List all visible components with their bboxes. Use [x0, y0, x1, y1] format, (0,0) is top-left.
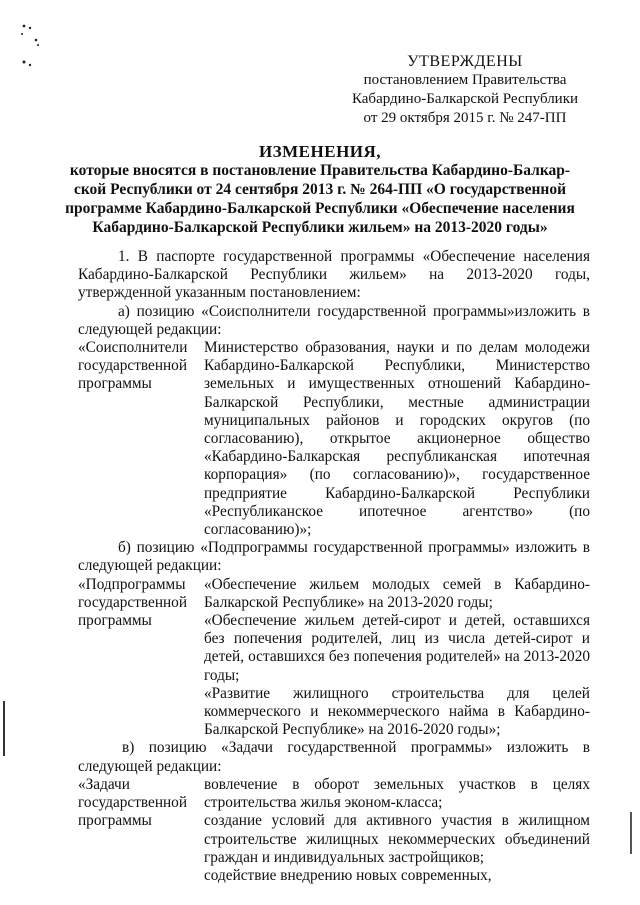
- position-item: «Обеспечение жильем молодых семей в Кабардино-Балкарской Республике» на 2013-2020 годы;: [204, 575, 590, 611]
- item-c: в) позицию «Задачи государственной программы» изложить в следующей редакции:: [78, 739, 590, 775]
- document-title: [60, 142, 580, 237]
- document-body: [78, 248, 590, 885]
- scan-specks: [18, 22, 48, 82]
- position-item: создание условий для активного участия в жилищном строительстве жилищных некоммерческих объединений граждан и индивидуальных застройщиков;: [204, 812, 590, 866]
- position-label: «Задачи государственной программы: [78, 775, 188, 830]
- position-label: «Подпрограммы государственной программы: [78, 575, 188, 630]
- title-main: ИЗМЕНЕНИЯ,: [258, 142, 382, 161]
- item-a: а) позицию «Соисполнители государственной программы»изложить в следующей редакции:: [78, 302, 590, 338]
- item-b: б) позицию «Подпрограммы государственной программы» изложить в следующей редакции:: [78, 539, 590, 575]
- approval-stamp: [330, 52, 600, 128]
- title-line: которые вносятся в постановление Правительства Кабардино-Балкар-: [69, 162, 571, 179]
- position-item: «Развитие жилищного строительства для целей коммерческого и некоммерческого найма в Кабардино-Балкарской Республике» на 2016-2020 годы»;: [204, 684, 590, 739]
- scan-margin-mark: [630, 812, 632, 854]
- title-line: Кабардино-Балкарской Республики жильем» на 2013-2020 годы»: [92, 219, 548, 236]
- approved-heading: УТВЕРЖДЕНЫ: [407, 53, 523, 70]
- position-item: «Обеспечение жильем детей-сирот и детей, оставшихся без попечения родителей, лиц из числа детей-сирот и детей, оставшихся без попечения родителей» на 2013-2020 годы;: [204, 612, 590, 684]
- position-item: вовлечение в оборот земельных участков в целях строительства жилья эконом-класса;: [204, 775, 590, 812]
- approved-line: постановлением Правительства: [363, 72, 567, 88]
- position-row-coexecutors: [78, 339, 590, 539]
- position-row-tasks: [78, 776, 590, 885]
- position-text: Министерство образования, науки и по делам молодежи Кабардино-Балкарской Республики, Министерство земельных и имущественных отношений Кабардино-Балкарской Республики, местные администрации муниципальных районов и городских округов (по согласованию), открытое акционерное общество «Кабардино-Балкарская республиканская ипотечная корпорация» (по согласованию)», государственное предприятие Кабардино-Балкарской Республики «Республиканское ипотечное агентство» (по согласованию)»;: [204, 339, 590, 539]
- approved-line: Кабардино-Балкарской Республики: [351, 91, 579, 107]
- approved-line: от 29 октября 2015 г. № 247-ПП: [363, 110, 567, 126]
- position-item: содействие внедрению новых современных,: [204, 866, 492, 884]
- position-row-subprograms: [78, 576, 590, 740]
- position-label: «Соисполнители государственной программы: [78, 339, 188, 393]
- title-line: программе Кабардино-Балкарской Республики «Обеспечение населения: [65, 200, 575, 217]
- title-line: ской Республики от 24 сентября 2013 г. № 264-ПП «О государственной: [73, 181, 567, 198]
- paragraph-1: 1. В паспорте государственной программы «Обеспечение населения Кабардино-Балкарской Республики жильем» на 2013-2020 годы, утвержденной указанным постановлением:: [78, 248, 590, 302]
- scan-margin-mark: [3, 701, 5, 756]
